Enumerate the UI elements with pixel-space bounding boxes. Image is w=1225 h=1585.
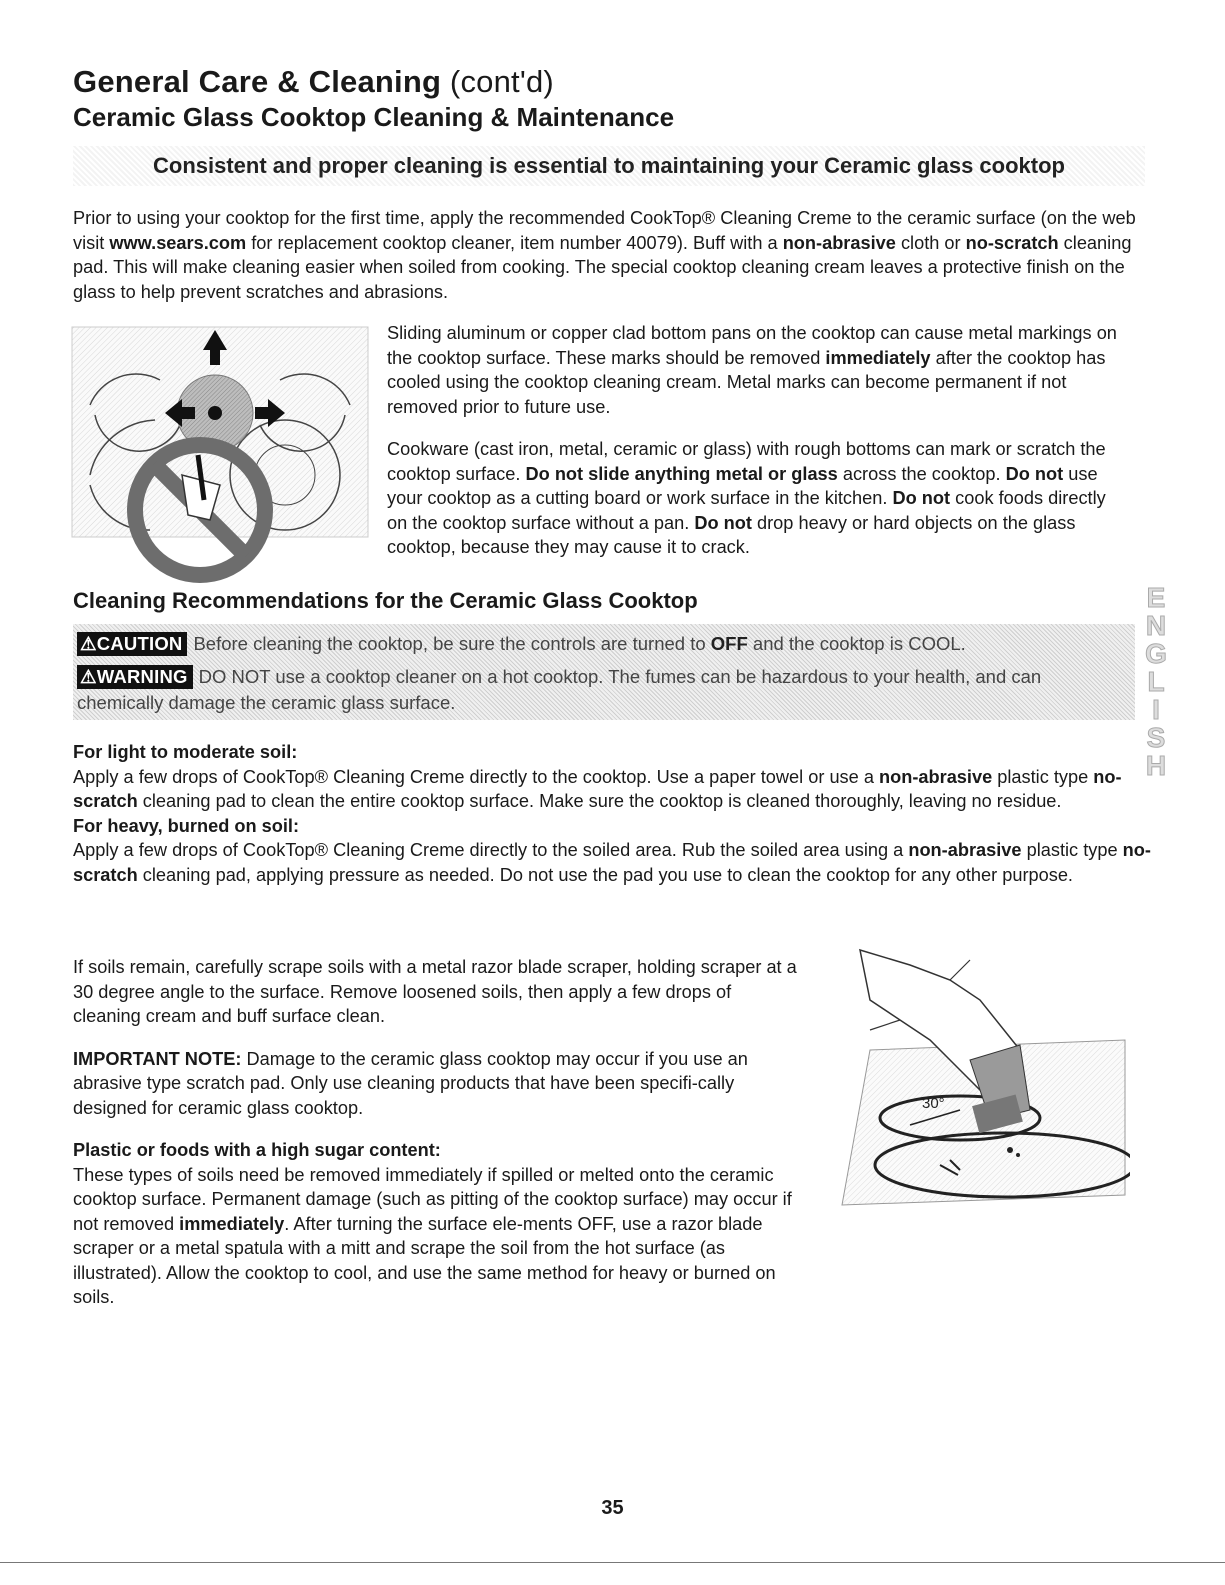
title-main: General Care & Cleaning [73,64,442,99]
page-subtitle: Ceramic Glass Cooktop Cleaning & Maintenance [73,102,675,132]
pan-damage-section [387,321,1127,578]
soil-instructions [73,740,1153,887]
light-soil-heading: For light to moderate soil: [73,742,298,762]
intro-paragraph: Prior to using your cooktop for the first time, apply the recommended CookTop® Cleaning Creme to the ceramic surface (on the web visit www.sears.com for replacement cooktop cleaner, item number 40079). Buff with a non-abrasive cloth or no-scratch cleaning pad. This will make cleaning easier when soiled from cooking. The special cooktop cleaning cream leaves a protective finish on the glass to help prevent scratches and abrasions. [73,208,1136,302]
sugar-heading: Plastic or foods with a high sugar content: [73,1140,441,1160]
angle-label: 30° [922,1095,945,1112]
banner-text: Consistent and proper cleaning is essential to maintaining your Ceramic glass cooktop [153,153,1065,178]
heavy-soil-text: Apply a few drops of CookTop® Cleaning Creme directly to the soiled area. Rub the soiled area using a non-abrasive plastic type no-scratch cleaning pad, applying pressure as needed. Do not use the pad you use to clean the cooktop for any other purpose. [73,840,1151,885]
cookware-paragraph: Cookware (cast iron, metal, ceramic or glass) with rough bottoms can mark or scratch the cooktop surface. Do not slide anything metal or glass across the cooktop. Do not use your cooktop as a cutting board or work surface in the kitchen. Do not cook foods directly on the cooktop surface without a pan. Do not drop heavy or hard objects on the glass cooktop, because they may cause it to crack. [387,439,1106,557]
language-tab: E N G L I S H [1145,582,1167,781]
website-link: www.sears.com [109,232,247,253]
razor-scraper-illustration [840,940,1130,1210]
caution-line: ⚠CAUTION Before cleaning the cooktop, be sure the controls are turned to OFF and the cooktop is COOL. [77,632,966,656]
important-note: IMPORTANT NOTE: Damage to the ceramic glass cooktop may occur if you use an abrasive type scratch pad. Only use cleaning products that have been specifi-cally designed for ceramic glass cooktop. [73,1048,748,1118]
page-number: 35 [601,1497,624,1519]
no-sliding-pans-illustration [70,325,370,585]
scraping-section [73,955,803,1310]
bottom-rule [0,1562,1225,1563]
soils-remain-paragraph: If soils remain, carefully scrape soils with a metal razor blade scraper, holding scraper at a 30 degree angle to the surface. Remove loosened soils, then apply a few drops of cleaning cream and buff surface clean. [73,957,797,1026]
warning-line-2: chemically damage the ceramic glass surface. [77,692,456,713]
recommendations-heading: Cleaning Recommendations for the Ceramic Glass Cooktop [73,588,698,613]
sliding-paragraph: Sliding aluminum or copper clad bottom pans on the cooktop can cause metal markings on the cooktop surface. These marks should be removed immediately after the cooktop has cooled using the cooktop cleaning cream. Metal marks can become permanent if not removed prior to future use. [387,323,1117,417]
warning-line: ⚠WARNING DO NOT use a cooktop cleaner on a hot cooktop. The fumes can be hazardous to your health, and can [77,665,1041,689]
light-soil-text: Apply a few drops of CookTop® Cleaning Creme directly to the cooktop. Use a paper towel or use a non-abrasive plastic type no-scratch cleaning pad to clean the entire cooktop surface. Make sure the cooktop is cleaned thoroughly, leaving no residue. [73,766,1122,811]
sugar-text: These types of soils need be removed immediately if spilled or melted onto the ceramic cooktop surface. Permanent damage (such as pitting of the cooktop surface) may occur if not removed immediately. After turning the surface ele-ments OFF, use a razor blade scraper or a metal spatula with a mitt and scrape the soil from the hot surface (as illustrated). Allow the cooktop to cool, and use the same method for heavy or burned on soils. [73,1164,792,1307]
page-title [73,64,554,100]
safety-notice-box [73,624,1135,720]
title-cont: (cont'd) [441,64,554,99]
heavy-soil-heading: For heavy, burned on soil: [73,815,300,836]
key-message-banner [73,146,1145,186]
warning-badge: ⚠WARNING [77,665,193,689]
caution-badge: ⚠CAUTION [77,632,187,656]
